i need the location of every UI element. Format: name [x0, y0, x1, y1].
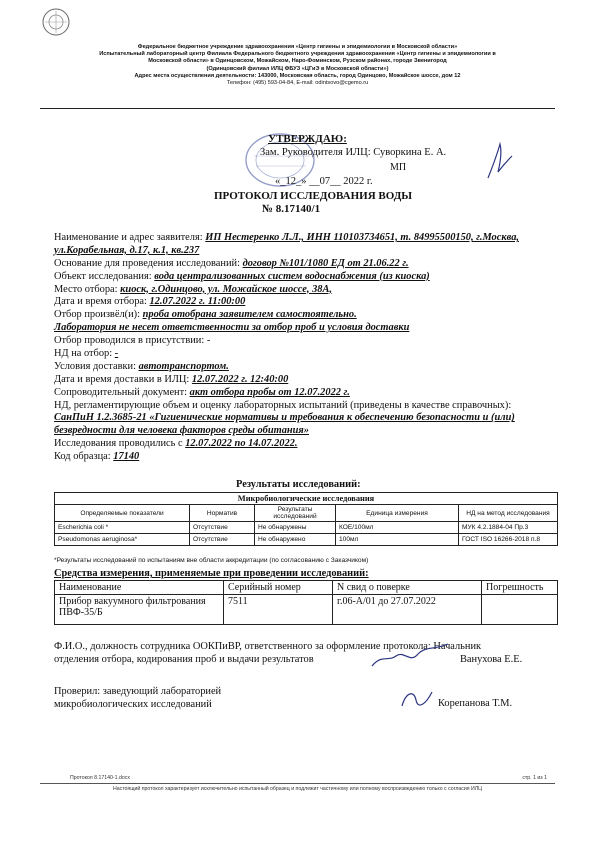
approval-title: УТВЕРЖДАЮ: [268, 133, 347, 145]
results-section-row [55, 493, 558, 505]
table-cell: г.06-А/01 до 27.07.2022 [333, 595, 482, 625]
field-value: 17140 [113, 451, 140, 463]
responsible-line-2: отделения отбора, кодирования проб и выдачи результатов [54, 654, 314, 665]
approval-signer: Зам. Руководителя ИЛЦ: Суворкина Е. А. [260, 147, 447, 158]
table-cell: МУК 4.2.1884-04 Пр.3 [459, 522, 558, 534]
field-sampling-datetime [54, 296, 564, 309]
field-value: проба отобрана заявителем самостоятельно. [142, 309, 357, 321]
responsible-signature [368, 640, 452, 674]
field-value: Лаборатория не несет ответственности за отбор проб и условия доставки [54, 322, 410, 334]
col-header: N свид о поверке [333, 581, 482, 595]
table-row [55, 595, 558, 625]
field-sampling-place [54, 284, 564, 297]
field-value: вода централизованных систем водоснабжения (из киоска) [154, 270, 430, 282]
footer-page: стр. 1 из 1 [522, 775, 547, 781]
field-value: автотранспортом. [138, 360, 229, 372]
field-label: Сопроводительный документ: [54, 386, 190, 398]
instruments-table [54, 580, 558, 625]
results-title: Результаты исследований: [236, 479, 361, 490]
footer-filename: Протокол 8.17140-1.docx [70, 775, 130, 781]
results-note: *Результаты исследований по испытаниям вне области аккредитации (по согласованию с Заказчиком) [54, 557, 369, 564]
col-header: Погрешность [482, 581, 558, 595]
field-label: НД, регламентирующие объем и оценку лабораторных испытаний (приведены в качестве справочных): [54, 399, 512, 411]
table-cell: 100мл [336, 534, 459, 546]
field-value: СанПиН 1.2.3685-21 «Гигиенические нормативы и требования к обеспечению безопасности и (или) [54, 412, 515, 424]
col-header: НД на метод исследования [459, 505, 558, 522]
letterhead-line-6: Телефон: (495) 593-04-84, E-mail: odintsovo@cgemo.ru [226, 80, 369, 87]
instruments-title: Средства измерения, применяемые при проведении исследований: [54, 568, 369, 579]
field-value: 12.07.2022 г. 12:40:00 [191, 373, 289, 385]
col-header: Определяемые показатели [55, 505, 190, 522]
table-cell: 7511 [224, 595, 333, 625]
letterhead-line-3: Московской области» в Одинцовском, Можайском, Наро-Фоминском, Рузском районах, городе Звенигород [148, 58, 447, 65]
field-sampling-nd [54, 348, 564, 361]
field-lab-disclaimer [54, 322, 564, 335]
checked-line-2: микробиологических исследований [54, 699, 212, 710]
table-cell: КОЕ/100мл [336, 522, 459, 534]
field-value: 12.07.2022 г. 11:00:00 [149, 296, 246, 308]
checked-line-1: Проверил: заведующий лабораторией [54, 686, 222, 697]
field-value: киоск, г.Одинцово, ул. Можайское шоссе, 38А, [120, 283, 333, 295]
field-label: Отбор произвёл(и): [54, 309, 143, 321]
field-object [54, 271, 564, 284]
col-header: Норматив [190, 505, 255, 522]
responsible-name: Ванухова Е.Е. [460, 654, 523, 665]
results-header-row [55, 505, 558, 522]
results-section: Микробиологические исследования [55, 493, 558, 505]
checker-signature [398, 684, 436, 714]
approval-date: «_12_» __07__ 2022 г. [275, 176, 373, 187]
field-value: договор №101/1080 ЕД от 21.06.22 г. [242, 257, 409, 269]
field-applicant [54, 232, 564, 245]
field-value: безвредности для человека факторов среды обитания» [54, 425, 309, 437]
results-table [54, 492, 558, 546]
header-divider [40, 108, 555, 109]
field-regulations-label [54, 400, 564, 413]
field-regulations-2 [54, 425, 564, 438]
letterhead-line-5: Адрес места осуществления деятельности: 143000, Московская область, город Одинцово, Можайское шоссе, дом 12 [134, 72, 461, 79]
seal-place-mark: МП [390, 162, 407, 173]
protocol-number: № 8.17140/1 [262, 203, 321, 215]
field-label: Дата и время доставки в ИЛЦ: [54, 373, 192, 385]
field-applicant-cont [54, 245, 564, 258]
field-label: НД на отбор: [54, 348, 115, 360]
institution-logo [41, 7, 71, 37]
field-value: ИП Нестеренко Л.Л., ИНН 110103734651, т. 84995500150, г.Москва, [205, 232, 519, 243]
letterhead-line-4: (Одинцовский филиал ИЛЦ ФБУЗ «ЦГиЭ в Московской области») [206, 65, 389, 72]
table-cell: Прибор вакуумного фильтрования ПВФ-35/Б [55, 595, 224, 625]
col-header: Наименование [55, 581, 224, 595]
table-cell: Не обнаружено [255, 534, 336, 546]
table-row [55, 522, 558, 534]
field-sampler [54, 309, 564, 322]
field-label: Код образца: [54, 451, 114, 463]
table-cell: Отсутствие [190, 522, 255, 534]
letterhead [40, 44, 555, 87]
field-label: Наименование и адрес заявителя: [54, 232, 206, 243]
field-label: Отбор проводился в присутствии: - [54, 335, 211, 347]
field-research-period [54, 438, 564, 451]
table-cell [482, 595, 558, 625]
field-label: Объект исследования: [54, 270, 155, 282]
field-label: Место отбора: [54, 283, 121, 295]
instruments-header-row [55, 581, 558, 595]
letterhead-line-2: Испытательный лабораторный центр Филиала Федерального бюджетного учреждения здравоохранения «Центр гигиены и эпидемиологии в [99, 51, 496, 58]
protocol-title: ПРОТОКОЛ ИССЛЕДОВАНИЯ ВОДЫ [214, 190, 413, 202]
table-cell: Pseudomonas aeruginosa* [55, 534, 190, 546]
footer-divider [40, 783, 555, 784]
table-cell: Отсутствие [190, 534, 255, 546]
footer-disclaimer: Настоящий протокол характеризует исключительно испытанный образец и подлежит частичному или полному воспроизведению только с согласия ИЛЦ [112, 786, 483, 792]
field-value: ул.Корабельная, д.17, к.1, кв.237 [54, 244, 200, 256]
field-presence [54, 335, 564, 348]
field-basis [54, 258, 564, 271]
field-accompanying-doc [54, 387, 564, 400]
col-header: Результаты исследований [255, 505, 336, 522]
field-delivery [54, 361, 564, 374]
field-sample-code [54, 451, 564, 464]
protocol-fields [54, 232, 564, 464]
field-delivery-datetime [54, 374, 564, 387]
col-header: Единица измерения [336, 505, 459, 522]
table-cell: ГОСТ ISO 16266-2018 п.8 [459, 534, 558, 546]
field-label: Условия доставки: [54, 360, 139, 372]
field-label: Исследования проводились с [54, 438, 186, 450]
approver-signature [482, 138, 518, 184]
field-value: акт отбора пробы от 12.07.2022 г. [189, 386, 350, 398]
table-row [55, 534, 558, 546]
checker-name: Корепанова Т.М. [438, 698, 513, 709]
field-label: Дата и время отбора: [54, 296, 150, 308]
field-value: 12.07.2022 по 14.07.2022. [185, 438, 298, 450]
table-cell: Escherichia coli * [55, 522, 190, 534]
field-label: Основание для проведения исследований: [54, 257, 243, 269]
field-value: - [114, 348, 119, 360]
letterhead-line-1: Федеральное бюджетное учреждение здравоохранения «Центр гигиены и эпидемиологии в Московской области» [137, 44, 458, 50]
col-header: Серийный номер [224, 581, 333, 595]
field-regulations-1 [54, 412, 564, 425]
responsible-line-1: Ф.И.О., должность сотрудника ООКПиВР, ответственного за оформление протокола: Начальник [54, 641, 482, 652]
table-cell: Не обнаружены [255, 522, 336, 534]
